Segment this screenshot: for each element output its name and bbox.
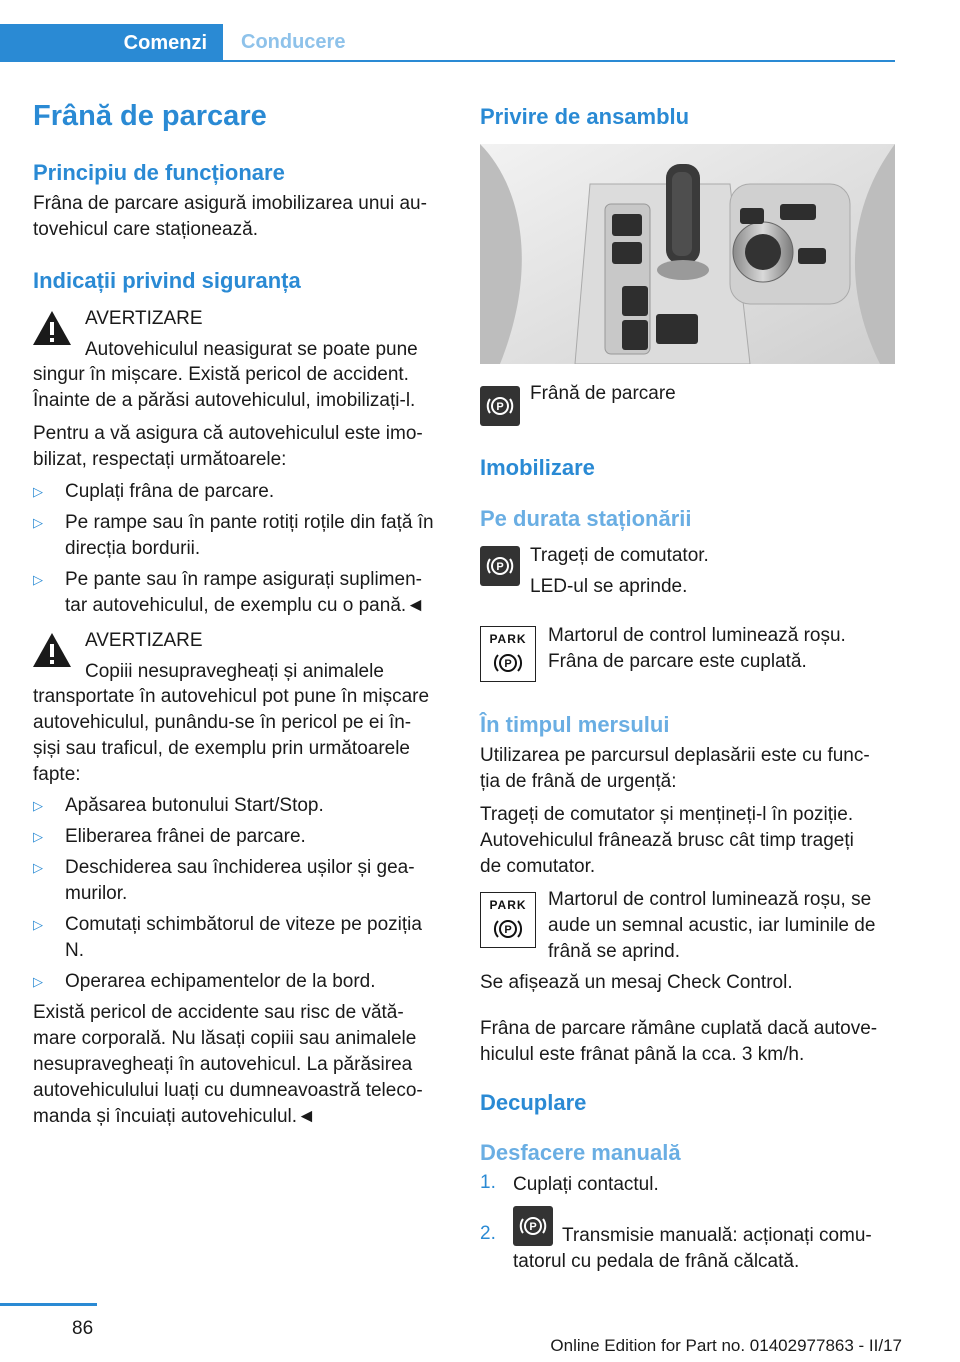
- instruction-text: Trageți de comutator.: [530, 545, 709, 566]
- list-item: Pe pante sau în rampe asigurați suplimen-: [65, 569, 422, 590]
- paragraph-line: manda și încuiați autovehiculul.◄: [33, 1106, 316, 1127]
- warning-text: transportate în autovehicul pot pune în mișcare: [33, 686, 430, 707]
- bullet-marker: ▷: [33, 798, 43, 813]
- list-item: Comutați schimbătorul de viteze pe poziția: [65, 914, 422, 935]
- list-item: N.: [65, 940, 84, 961]
- warning-text: șiși sau traficul, de exemplu prin următoarele: [33, 738, 411, 759]
- console-photo: [480, 144, 895, 364]
- paragraph-line: Trageți de comutator și mențineți-l în poziție.: [480, 804, 854, 825]
- warning-text: autovehiculul, punându-se în pericol pe ei în-: [33, 712, 412, 733]
- list-item: Pe rampe sau în pante rotiți roțile din față în: [65, 512, 434, 533]
- list-item: direcția bordurii.: [65, 538, 201, 559]
- subheading-driving: În timpul mersului: [480, 712, 670, 737]
- page-title: Frână de parcare: [33, 100, 267, 132]
- paragraph-line: nesupravegheați în autovehicul. La părăsirea: [33, 1054, 413, 1075]
- instruction-text: LED-ul se aprinde.: [530, 576, 688, 597]
- bullet-marker: ▷: [33, 974, 43, 989]
- warning-label: AVERTIZARE: [85, 630, 203, 651]
- list-item: murilor.: [65, 883, 128, 904]
- tab-conducere[interactable]: Conducere: [241, 30, 346, 53]
- edition-note: Online Edition for Part no. 01402977863 - II/17: [550, 1336, 902, 1355]
- paragraph-line: Se afișează un mesaj Check Control.: [480, 972, 793, 993]
- page-number: 86: [72, 1318, 94, 1339]
- svg-text:P: P: [529, 1221, 537, 1233]
- svg-text:P: P: [496, 561, 504, 573]
- section-heading-overview: Privire de ansamblu: [480, 104, 690, 129]
- warning-triangle-icon: [32, 310, 72, 346]
- indicator-text: frână se aprind.: [548, 941, 681, 962]
- list-item: Operarea echipamentelor de la bord.: [65, 971, 376, 992]
- bullet-marker: ▷: [33, 860, 43, 875]
- warning-text: singur în mișcare. Există pericol de accident.: [33, 364, 409, 385]
- paragraph-line: bilizat, respectați următoarele:: [33, 449, 287, 470]
- step-number: 2.: [480, 1223, 496, 1244]
- park-indicator-icon: [480, 892, 536, 948]
- list-item: Eliberarea frânei de parcare.: [65, 826, 306, 847]
- svg-text:P: P: [504, 924, 512, 936]
- paragraph-line: Frâna de parcare asigură imobilizarea unui au-: [33, 193, 427, 214]
- bullet-marker: ▷: [33, 515, 43, 530]
- step-text: Cuplați contactul.: [513, 1174, 659, 1195]
- paragraph-line: Pentru a vă asigura că autovehiculul este imo-: [33, 423, 423, 444]
- paragraph-line: Utilizarea pe parcursul deplasării este cu func-: [480, 745, 870, 766]
- bullet-marker: ▷: [33, 484, 43, 499]
- warning-label: AVERTIZARE: [85, 308, 203, 329]
- list-item: Deschiderea sau închiderea ușilor și gea-: [65, 857, 415, 878]
- paragraph-line: autovehiculului luați cu dumneavoastră teleco-: [33, 1080, 423, 1101]
- center-console-illustration: [480, 144, 895, 364]
- paragraph-line: mare corporală. Nu lăsați copiii sau animalele: [33, 1028, 417, 1049]
- list-item: Apăsarea butonului Start/Stop.: [65, 795, 324, 816]
- icon-caption: Frână de parcare: [530, 383, 676, 404]
- section-heading-release: Decuplare: [480, 1090, 587, 1115]
- section-heading-safety: Indicații privind siguranța: [33, 268, 301, 293]
- park-indicator-icon: [480, 626, 536, 682]
- paragraph-line: Autovehiculul frânează brusc cât timp trageți: [480, 830, 854, 851]
- paragraph-line: ția de frână de urgență:: [480, 771, 677, 792]
- step-number: 1.: [480, 1172, 496, 1193]
- section-heading-principle: Principiu de funcționare: [33, 160, 285, 185]
- warning-text: Autovehiculul neasigurat se poate pune: [85, 339, 418, 360]
- indicator-text: Martorul de control luminează roșu.: [548, 625, 846, 646]
- paragraph-line: Frâna de parcare rămâne cuplată dacă autove-: [480, 1018, 878, 1039]
- list-item: tar autovehiculul, de exemplu cu o pană.◄: [65, 595, 425, 616]
- tab-comenzi[interactable]: Comenzi: [0, 24, 223, 62]
- bullet-marker: ▷: [33, 829, 43, 844]
- list-item: Cuplați frâna de parcare.: [65, 481, 275, 502]
- warning-text: Înainte de a părăsi autovehiculul, imobilizați-l.: [33, 390, 416, 411]
- chapter-tabs: [0, 24, 895, 62]
- warning-text: Copiii nesupravegheați și animalele: [85, 661, 384, 682]
- svg-text:P: P: [504, 658, 512, 670]
- footer-rule: [0, 1303, 97, 1306]
- bullet-marker: ▷: [33, 572, 43, 587]
- section-heading-immobilize: Imobilizare: [480, 455, 595, 480]
- svg-text:P: P: [496, 401, 504, 413]
- paragraph-line: hiculul este frânat până la cca. 3 km/h.: [480, 1044, 805, 1065]
- indicator-text: Frâna de parcare este cuplată.: [548, 651, 807, 672]
- header-rule: [0, 60, 895, 62]
- parking-brake-button-icon: [480, 386, 520, 426]
- park-label: PARK: [489, 898, 527, 912]
- step-text: tatorul cu pedala de frână călcată.: [513, 1251, 800, 1272]
- subheading-stationary: Pe durata staționării: [480, 506, 692, 531]
- indicator-text: Martorul de control luminează roșu, se: [548, 889, 872, 910]
- step-text: Transmisie manuală: acționați comu-: [562, 1225, 872, 1246]
- bullet-marker: ▷: [33, 917, 43, 932]
- park-label: PARK: [489, 632, 527, 646]
- indicator-text: aude un semnal acustic, iar luminile de: [548, 915, 876, 936]
- warning-triangle-icon: [32, 632, 72, 668]
- parking-brake-button-icon: [513, 1206, 553, 1246]
- parking-brake-button-icon: [480, 546, 520, 586]
- warning-text: fapte:: [33, 764, 81, 785]
- paragraph-line: tovehicul care staționează.: [33, 219, 258, 240]
- subheading-manual-release: Desfacere manuală: [480, 1140, 681, 1165]
- paragraph-line: de comutator.: [480, 856, 596, 877]
- paragraph-line: Există pericol de accidente sau risc de vătă-: [33, 1002, 404, 1023]
